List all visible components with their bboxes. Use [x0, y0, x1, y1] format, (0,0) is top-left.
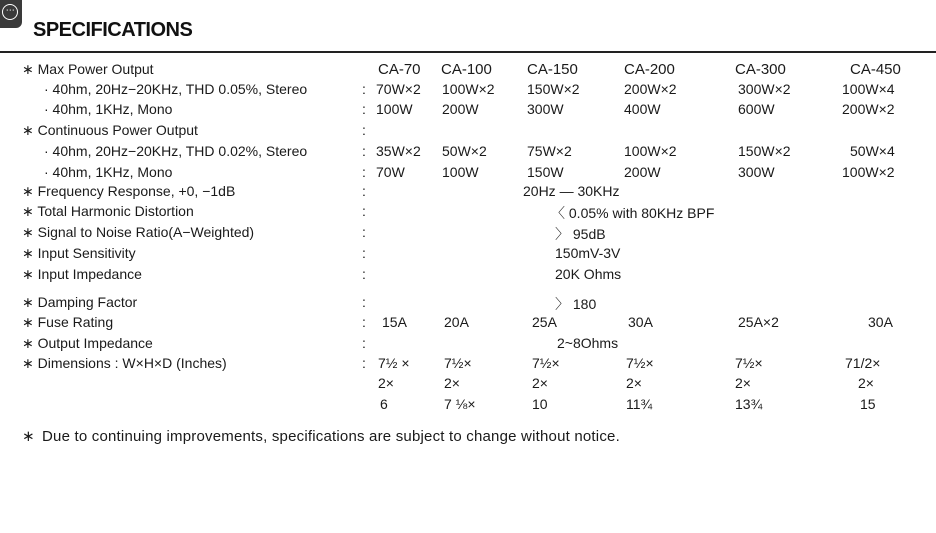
spec-value: 150W×2: [527, 81, 580, 97]
spec-value: 100W×2: [442, 81, 495, 97]
dimension-width: 7½ ×: [378, 355, 410, 371]
model-header: CA-70: [378, 61, 421, 78]
row-cont-power-mono: [0, 164, 936, 184]
spec-value: 100W: [376, 101, 413, 117]
row-label: · 40hm, 1KHz, Mono: [44, 164, 173, 180]
model-header: CA-200: [624, 61, 675, 78]
spec-value: 200W: [442, 101, 479, 117]
spec-value: 150W: [527, 164, 564, 180]
dimension-depth: 15: [860, 396, 876, 412]
spec-value: 200W×2: [842, 101, 895, 117]
spec-value: 70W×2: [376, 81, 421, 97]
ellipsis-icon[interactable]: ⋯: [2, 4, 18, 20]
row-label: ∗ Output Impedance: [22, 335, 153, 351]
spec-value: 〉 180: [555, 296, 597, 312]
title-rule: [0, 51, 936, 53]
row-colon: :: [362, 101, 366, 117]
row-colon: :: [362, 355, 366, 371]
row-colon: :: [362, 314, 366, 330]
dimension-width: 7½×: [532, 355, 560, 371]
page-title: SPECIFICATIONS: [33, 19, 193, 41]
row-thd: [0, 203, 936, 223]
row-colon: :: [362, 143, 366, 159]
dimension-depth: 11¾: [626, 396, 653, 412]
row-dimensions-height: [0, 375, 936, 395]
spec-value: 〈 0.05% with 80KHz BPF: [551, 205, 715, 221]
row-input-sensitivity: [0, 245, 936, 265]
dimension-height: 2×: [858, 375, 874, 391]
spec-value: 25A: [532, 314, 557, 330]
row-fuse-rating: [0, 314, 936, 334]
row-continuous-power: [0, 122, 936, 142]
row-snr: [0, 224, 936, 244]
footnote-text: Due to continuing improvements, specifications are subject to change without notice.: [42, 428, 620, 445]
spec-value: 50W×2: [442, 143, 487, 159]
row-colon: :: [362, 266, 366, 282]
row-label: ∗ Damping Factor: [22, 294, 138, 310]
footnote-star: ∗: [22, 428, 35, 445]
spec-value: 35W×2: [376, 143, 421, 159]
row-model-header: [0, 61, 936, 81]
dimension-height: 2×: [444, 375, 460, 391]
spec-value: 15A: [382, 314, 407, 330]
spec-value: 200W×2: [624, 81, 677, 97]
spec-value: 70W: [376, 164, 405, 180]
row-colon: :: [362, 335, 366, 351]
spec-value: 300W: [527, 101, 564, 117]
row-colon: :: [362, 183, 366, 199]
spec-value: 100W×2: [842, 164, 895, 180]
spec-value: 75W×2: [527, 143, 572, 159]
model-header: CA-300: [735, 61, 786, 78]
spec-value: 30A: [868, 314, 893, 330]
dimension-height: 2×: [626, 375, 642, 391]
spec-value: 150W×2: [738, 143, 791, 159]
row-dimensions-depth: [0, 396, 936, 416]
model-header: CA-150: [527, 61, 578, 78]
dimension-depth: 10: [532, 396, 548, 412]
spec-value: 300W: [738, 164, 775, 180]
row-label: ∗ Input Impedance: [22, 266, 142, 282]
row-damping-factor: [0, 294, 936, 314]
spec-value: 30A: [628, 314, 653, 330]
row-colon: :: [362, 122, 366, 138]
spec-value: 20K Ohms: [555, 266, 622, 282]
row-colon: :: [362, 224, 366, 240]
row-dimensions: [0, 355, 936, 375]
dimension-width: 71/2×: [845, 355, 881, 371]
row-label: ∗ Frequency Response, +0, −1dB: [22, 183, 236, 199]
row-output-impedance: [0, 335, 936, 355]
row-label: · 40hm, 20Hz−20KHz, THD 0.05%, Stereo: [44, 81, 308, 97]
spec-value: 〉 95dB: [555, 226, 606, 242]
row-cont-power-stereo: [0, 143, 936, 163]
row-colon: :: [362, 294, 366, 310]
row-colon: :: [362, 81, 366, 97]
spec-value: 300W×2: [738, 81, 791, 97]
dimension-width: 7½×: [626, 355, 654, 371]
spec-value: 600W: [738, 101, 775, 117]
dimension-width: 7½×: [735, 355, 763, 371]
row-label: ∗ Max Power Output: [22, 61, 154, 77]
row-colon: :: [362, 203, 366, 219]
row-colon: :: [362, 164, 366, 180]
row-label: · 40hm, 1KHz, Mono: [44, 101, 173, 117]
spec-value: 400W: [624, 101, 661, 117]
model-header: CA-100: [441, 61, 492, 78]
row-max-power-stereo: [0, 81, 936, 101]
spec-value: 20Hz — 30KHz: [523, 183, 620, 199]
row-label: ∗ Total Harmonic Distortion: [22, 203, 194, 219]
row-label: · 40hm, 20Hz−20KHz, THD 0.02%, Stereo: [44, 143, 308, 159]
overlay-badge[interactable]: [0, 0, 22, 28]
spec-value: 20A: [444, 314, 469, 330]
footnote: [22, 425, 722, 448]
row-label: ∗ Continuous Power Output: [22, 122, 198, 138]
spec-value: 150mV-3V: [555, 245, 621, 261]
dimension-height: 2×: [378, 375, 394, 391]
row-label: ∗ Dimensions : W×H×D (Inches): [22, 355, 227, 371]
spec-value: 100W: [442, 164, 479, 180]
spec-value: 200W: [624, 164, 661, 180]
spec-value: 2~8Ohms: [557, 335, 619, 351]
row-colon: :: [362, 245, 366, 261]
dimension-width: 7½×: [444, 355, 472, 371]
spec-value: 100W×2: [624, 143, 677, 159]
row-input-impedance: [0, 266, 936, 286]
spec-value: 25A×2: [738, 314, 779, 330]
row-label: ∗ Signal to Noise Ratio(A−Weighted): [22, 224, 255, 240]
dimension-height: 2×: [735, 375, 751, 391]
spec-value: 100W×4: [842, 81, 895, 97]
dimension-depth: 6: [380, 396, 388, 412]
spec-value: 50W×4: [850, 143, 895, 159]
row-frequency-response: [0, 183, 936, 203]
row-max-power-mono: [0, 101, 936, 121]
dimension-depth: 13¾: [735, 396, 763, 412]
row-label: ∗ Fuse Rating: [22, 314, 114, 330]
dimension-depth: 7 ⅛×: [444, 396, 476, 412]
dimension-height: 2×: [532, 375, 548, 391]
row-label: ∗ Input Sensitivity: [22, 245, 136, 261]
model-header: CA-450: [850, 61, 901, 78]
